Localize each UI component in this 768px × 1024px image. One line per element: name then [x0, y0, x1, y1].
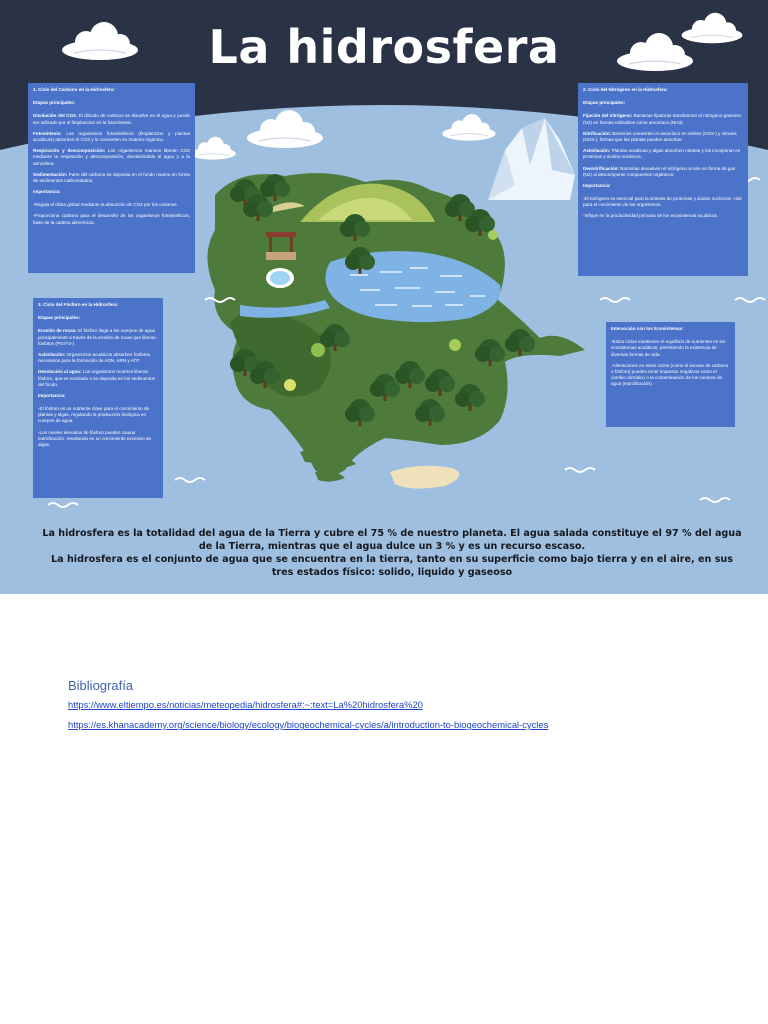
card-item: -El nitrógeno es esencial para la síntesis de proteínas y ácidos nucleicos, vital para el crecimiento de los organismos.: [583, 196, 742, 208]
card-subheading: Etapas principales:: [33, 100, 76, 106]
card-heading: 1. Ciclo del Carbono en la Hidrosfera:: [33, 87, 115, 92]
summary-line: La hidrosfera es el conjunto de agua que se encuentra en la tierra, tanto en su superficie como bajo tierra y en el aire, en sus tres estados físico: solido, liquido y gaseoso: [51, 553, 733, 578]
card-item: Devolución al agua: Los organismos muertos liberan fósforo, que es reciclado o se deposita en los sedimentos del fondo.: [38, 369, 155, 387]
card-item: -Estos ciclos mantienen el equilibrio de nutrientes en los ecosistemas acuáticos, permitiendo la existencia de diversas formas de vida.: [611, 339, 726, 357]
card-item: -Proporciona carbono para el desarrollo de los organismos fotosintéticos, base de la cadena alimenticia.: [33, 213, 190, 225]
card-item: Asimilación: Plantas acuáticas y algas absorben nitratos y los incorporan en proteínas y ácidos nucleicos.: [583, 148, 741, 160]
carbon-cycle-card: [28, 83, 195, 273]
bibliography: [68, 678, 548, 739]
card-subheading: Importancia:: [38, 392, 66, 398]
card-subheading: Importancia:: [583, 182, 611, 188]
phosphorus-cycle-card: [33, 298, 163, 498]
card-item: -Los niveles elevados de fósforo pueden causar eutrofización, resultando en un crecimiento excesivo de algas.: [38, 429, 152, 447]
card-subheading: Importancia:: [33, 189, 61, 195]
card-item: Sedimentación: Parte del carbono se deposita en el fondo marino en forma de sedimentos carbonatados.: [33, 171, 190, 183]
bibliography-link[interactable]: https://www.eltiempo.es/noticias/meteopedia/hidrosfera#:~:text=La%20hidrosfera%20: [68, 699, 423, 710]
bibliography-link[interactable]: https://es.khanacademy.org/science/biology/ecology/biogeochemical-cycles/a/introduction-to-biogeochemical-cycles: [68, 719, 549, 730]
card-item: Asimilación: Organismos acuáticos absorben fosfatos, necesarios para la formación de ADN, ARN y ATP.: [38, 351, 152, 364]
summary-text: [40, 528, 744, 580]
ecosystems-card: [606, 322, 735, 427]
card-heading: Interacción con los Ecosistemas:: [611, 326, 684, 331]
card-item: Fotosíntesis: Los organismos fotosintéticos (fitoplancton y plantas acuáticas) absorben el CO2 y lo convierten en materia orgánica.: [33, 130, 190, 142]
card-item: Respiración y descomposición: Los organismos marinos liberan CO2 mediante la respiración y descomposición, devolviéndolo al agua y a la atmósfera.: [33, 148, 190, 166]
card-item: -Alteraciones en estos ciclos (como el exceso de carbono o fósforo) pueden tener impactos negativos como el cambio climático o la contaminación de los cuerpos de agua (eutrofización).: [611, 362, 729, 387]
bibliography-heading: Bibliografía: [68, 678, 134, 693]
card-subheading: Etapas principales:: [38, 315, 81, 321]
card-heading: 2. Ciclo del Nitrógeno en la Hidrosfera:: [583, 87, 668, 92]
card-item: -El fósforo es un nutriente clave para el crecimiento de plantas y algas, regulando la producción biológica en cuerpos de agua.: [38, 406, 150, 424]
card-heading: 3. Ciclo del Fósforo en la Hidrosfera:: [38, 302, 119, 307]
nitrogen-cycle-card: [578, 83, 748, 276]
card-item: -Regula el clima global mediante la absorción de CO2 por los océanos.: [33, 202, 178, 208]
card-item: Fijación del nitrógeno: Bacterias fijadoras transforman el nitrógeno gaseoso (N2) en formas utilizables como amoníaco (NH3).: [583, 113, 742, 125]
card-subheading: Etapas principales:: [583, 100, 626, 106]
card-item: Erosión de rocas: El fósforo llega a los cuerpos de agua principalmente a través de la erosión de rocas que liberan fosfatos (PO4^3-).: [38, 328, 156, 346]
summary-line: La hidrosfera es la totalidad del agua de la Tierra y cubre el 75 % de nuestro planeta. El agua salada constituye el 97 % del agua de la Tierra, mientras que el agua dulce un 3 % y es un recurso escaso.: [42, 528, 742, 552]
card-item: Disolución del CO2: El dióxido de carbono se disuelve en el agua y puede ser utilizado por el fitoplancton en la fotosíntesis.: [33, 113, 190, 125]
card-item: Nitrificación: Bacterias convierten el amoníaco en nitritos (NO2-) y nitratos (NO3-), formas que las plantas pueden absorber.: [583, 130, 737, 142]
page-title: La hidrosfera: [208, 20, 560, 74]
card-item: -Influye en la productividad primaria de los ecosistemas acuáticos.: [583, 213, 719, 219]
card-item: Desnitrificación: Bacterias devuelven el nitrógeno al aire en forma de gas (N2) al descomponer compuestos orgánicos.: [583, 165, 736, 177]
